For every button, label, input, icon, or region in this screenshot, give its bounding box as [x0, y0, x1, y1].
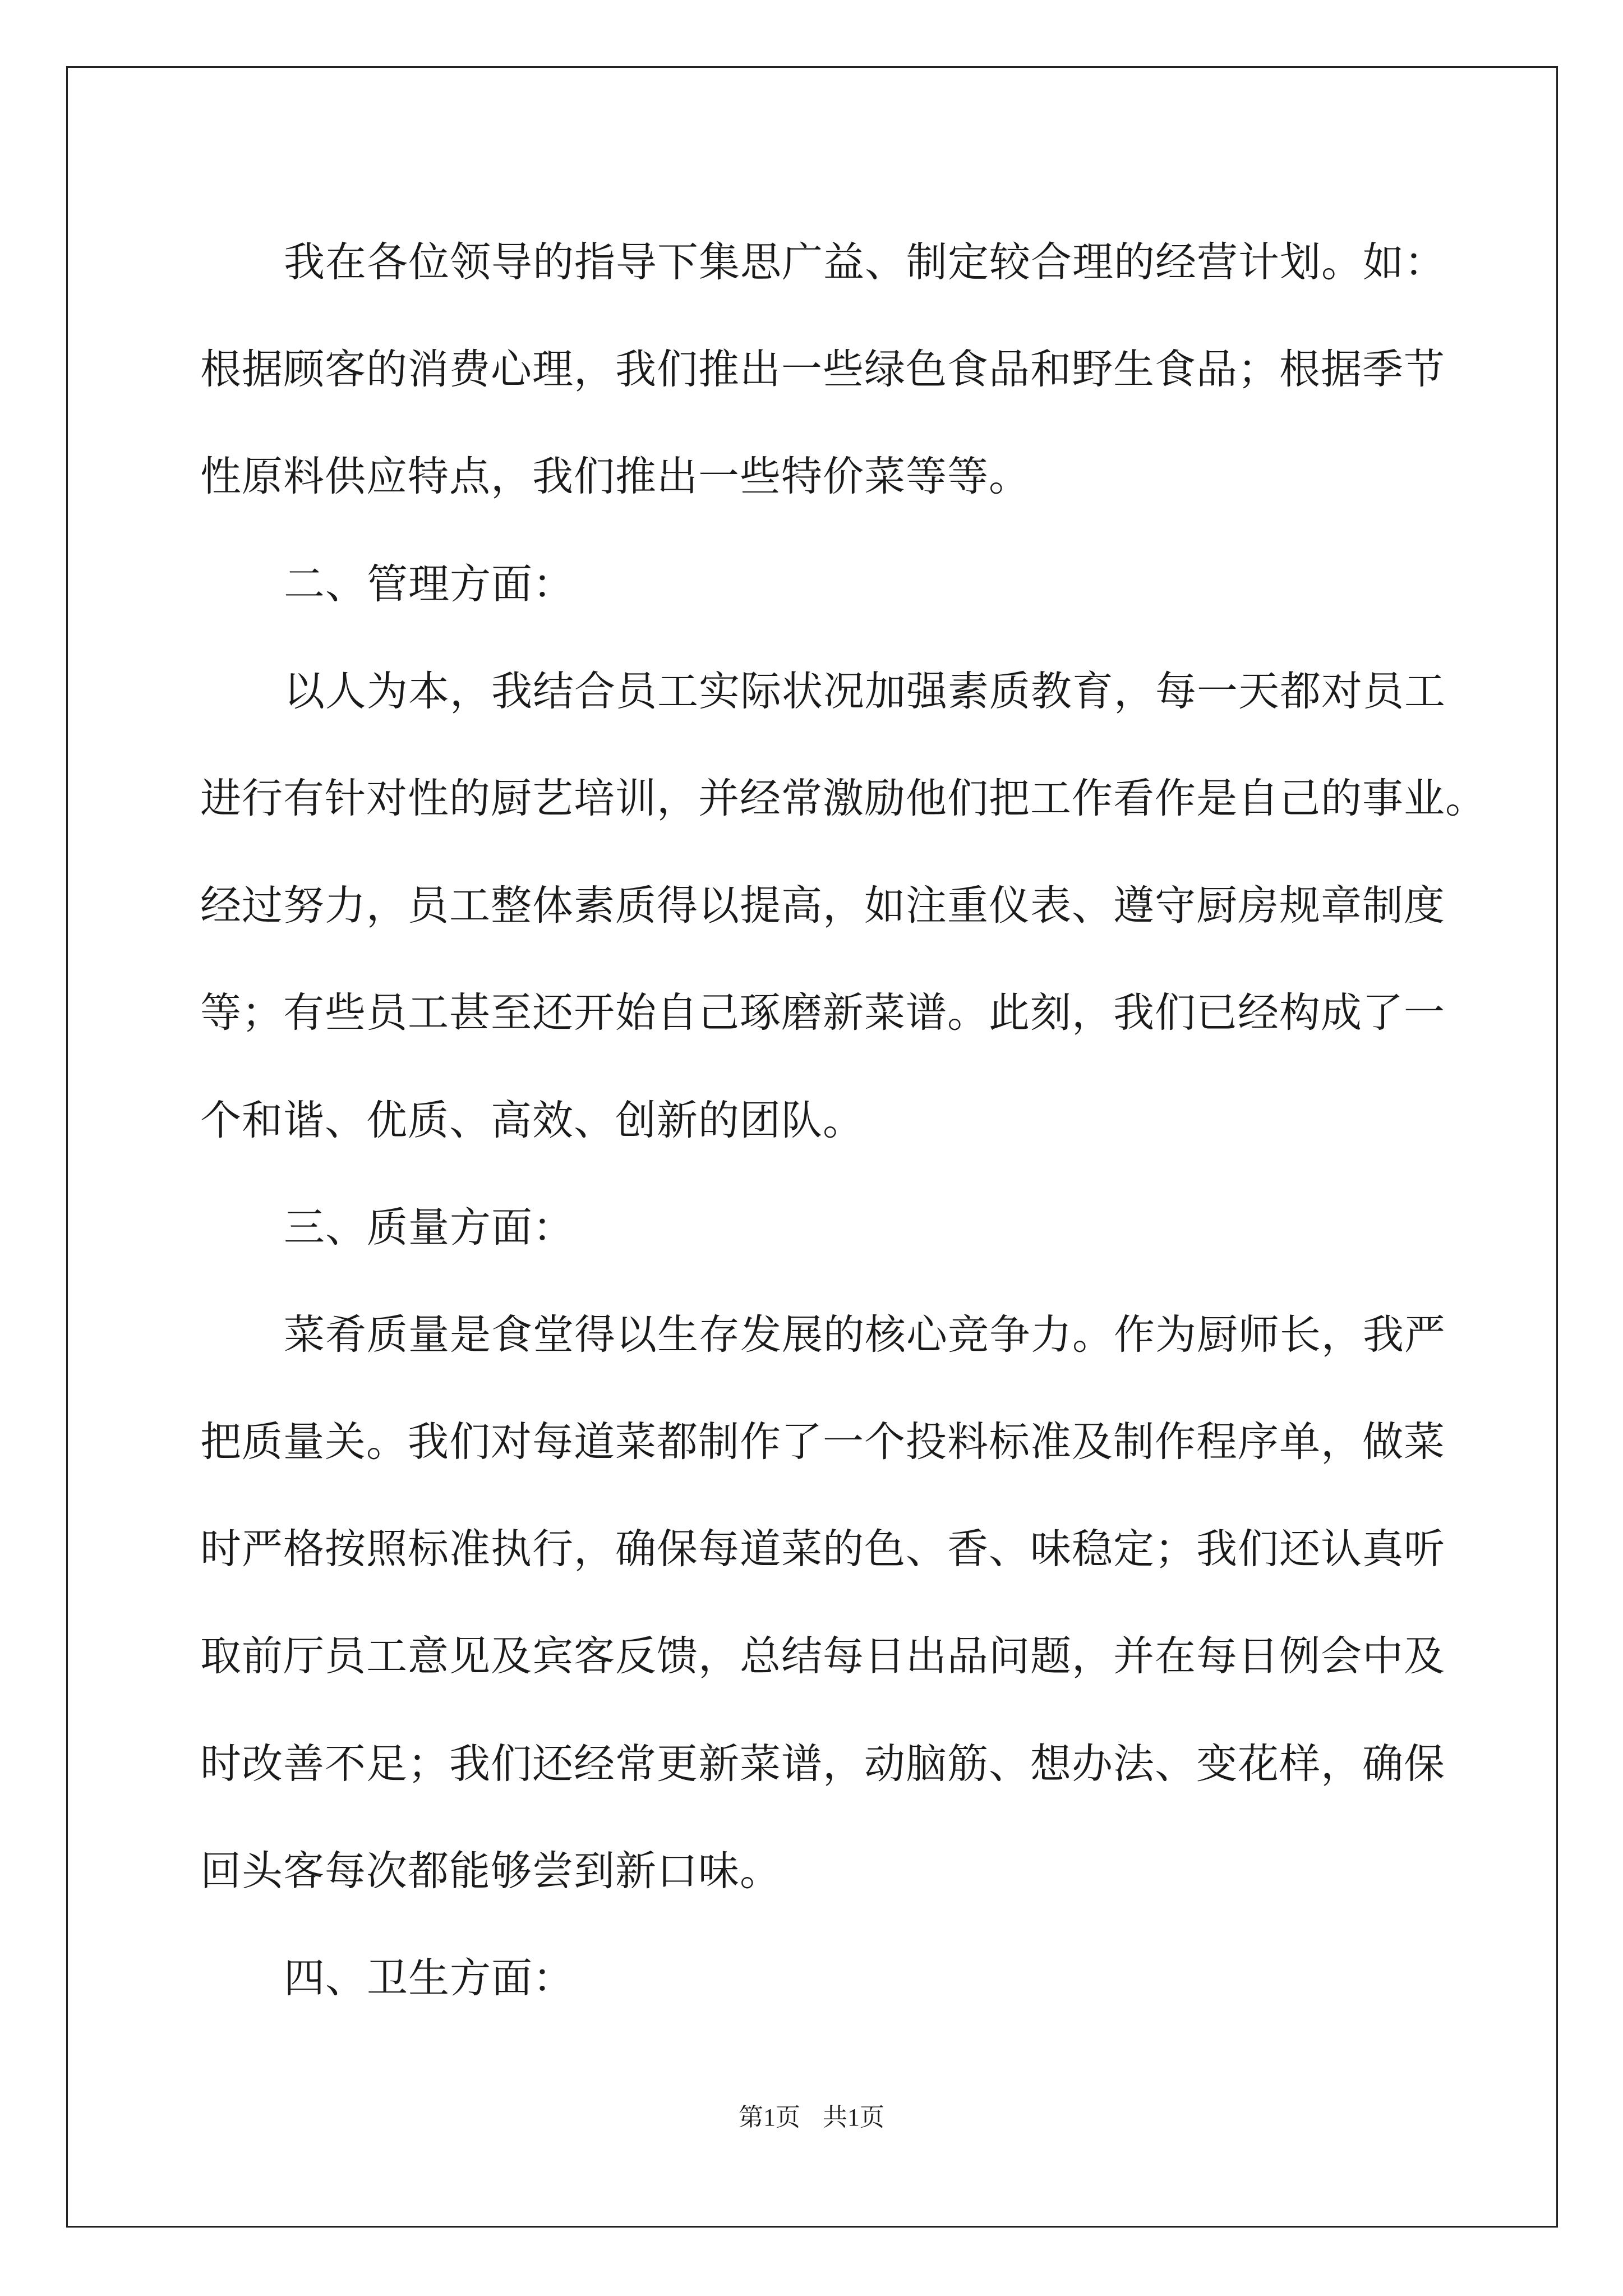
paragraph-line: 菜肴质量是食堂得以生存发展的核心竞争力。作为厨师长，我严: [284, 1310, 1446, 1359]
paragraph-line: 进行有针对性的厨艺培训，并经常激励他们把工作看作是自己的事业。: [200, 774, 1487, 822]
paragraph-line: 回头客每次都能够尝到新口味。: [200, 1847, 781, 1895]
page-number: 第1页: [739, 2104, 800, 2131]
document-body: [200, 209, 1487, 2032]
section-heading-management: 二、管理方面：: [284, 560, 574, 608]
paragraph-line: 时改善不足；我们还经常更新菜谱，动脑筋、想办法、变花样，确保: [200, 1740, 1445, 1788]
paragraph-line: 以人为本，我结合员工实际状况加强素质教育，每一天都对员工: [284, 667, 1446, 715]
paragraph-line: 性原料供应特点，我们推出一些特价菜等等。: [200, 453, 1030, 501]
paragraph-line: 等；有些员工甚至还开始自己琢磨新菜谱。此刻，我们已经构成了一: [200, 989, 1445, 1037]
paragraph-line: 个和谐、优质、高效、创新的团队。: [200, 1096, 864, 1144]
paragraph-line: 时严格按照标准执行，确保每道菜的色、香、味稳定；我们还认真听: [200, 1525, 1445, 1573]
section-heading-quality: 三、质量方面：: [284, 1203, 574, 1251]
page-total: 共1页: [823, 2104, 884, 2131]
paragraph-line: 经过努力，员工整体素质得以提高，如注重仪表、遵守厨房规章制度: [200, 882, 1445, 930]
paragraph-line: 把质量关。我们对每道菜都制作了一个投料标准及制作程序单，做菜: [200, 1418, 1445, 1466]
paragraph-line: 取前厅员工意见及宾客反馈，总结每日出品问题，并在每日例会中及: [200, 1632, 1445, 1681]
page-footer: [0, 2101, 1623, 2134]
section-heading-hygiene: 四、卫生方面：: [284, 1954, 574, 2002]
paragraph-line: 我在各位领导的指导下集思广益、制定较合理的经营计划。如：: [284, 238, 1446, 286]
paragraph-line: 根据顾客的消费心理，我们推出一些绿色食品和野生食品；根据季节: [200, 346, 1445, 394]
